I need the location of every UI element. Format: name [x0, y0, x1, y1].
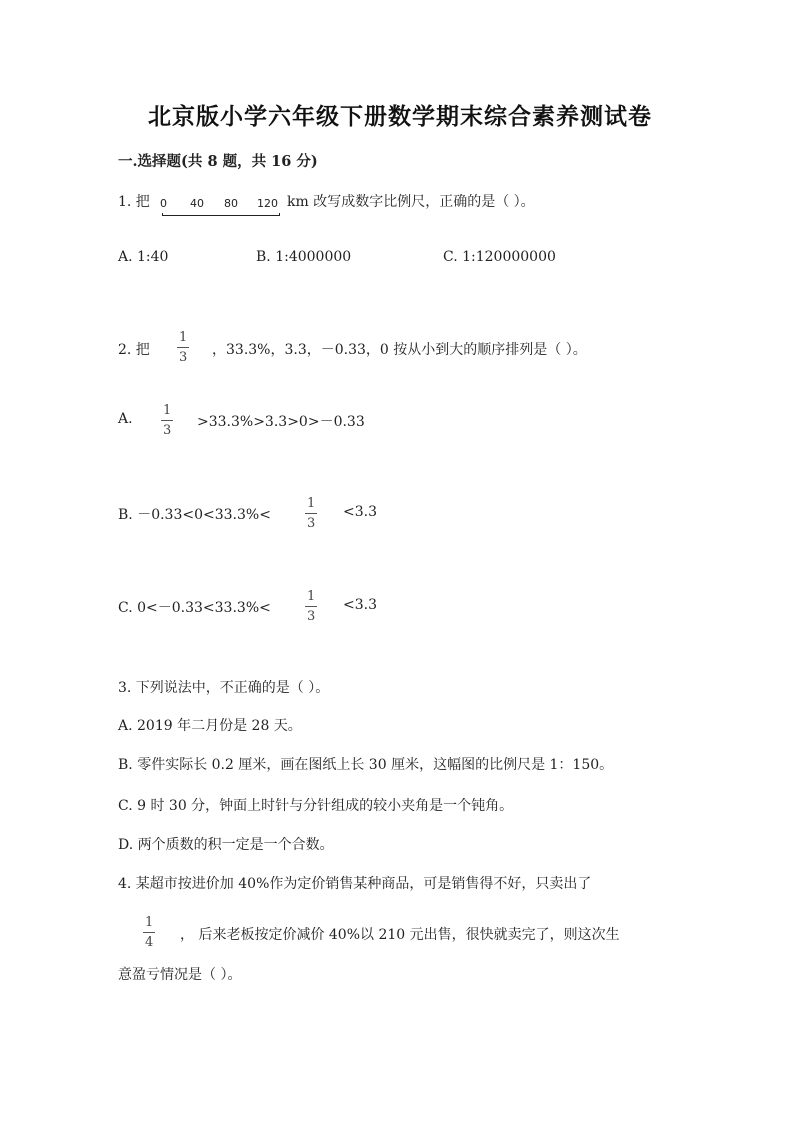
- q2-option-c-start: C. 0<－0.33<33.3%<: [118, 600, 271, 616]
- fraction-bar: [305, 513, 317, 514]
- q1-option-a: A. 1:40: [118, 249, 169, 265]
- q4-line-2: ， 后来老板按定价减价 40%以 210 元出售，很快就卖完了，则这次生: [180, 927, 620, 943]
- scale-label-80: 80: [224, 197, 238, 210]
- q1-prefix: 1. 把: [118, 194, 150, 210]
- q2-option-b-fraction: [305, 497, 317, 530]
- q4-stem: 4. 某超市按进价加 40%作为定价销售某种商品，可是销售得不好，只卖出了: [118, 876, 592, 892]
- q3-option-a: A. 2019 年二月份是 28 天。: [118, 718, 302, 734]
- q2-prefix: 2. 把: [118, 342, 150, 358]
- fraction-bar: [177, 347, 189, 348]
- scale-label-40: 40: [190, 197, 204, 210]
- q3-stem: 3. 下列说法中，不正确的是（ ）。: [118, 680, 330, 696]
- q4-line-3: 意盈亏情况是（ ）。: [118, 967, 242, 983]
- section-heading: 一.选择题(共 8 题，共 16 分): [118, 153, 318, 170]
- scale-rule: [162, 213, 280, 216]
- q2-fraction: [177, 331, 189, 364]
- fraction-bar: [305, 606, 317, 607]
- fraction-bar: [161, 420, 173, 421]
- q3-option-d: D. 两个质数的积一定是一个合数。: [118, 837, 334, 853]
- fraction-denominator: 3: [307, 609, 316, 624]
- q2-option-c-end: <3.3: [343, 597, 377, 613]
- q2-option-c-fraction: [305, 590, 317, 623]
- fraction-denominator: 3: [307, 516, 316, 531]
- line-scale-figure: [160, 197, 280, 219]
- q2-option-b-end: <3.3: [343, 504, 377, 520]
- q2-option-a-rest: >33.3%>3.3>0>－0.33: [197, 414, 365, 430]
- fraction-numerator: 1: [163, 403, 172, 418]
- fraction-denominator: 3: [179, 350, 188, 365]
- q1-option-c: C. 1:120000000: [443, 249, 556, 265]
- q3-option-b: B. 零件实际长 0.2 厘米，画在图纸上长 30 厘米，这幅图的比例尺是 1：150。: [118, 757, 614, 773]
- fraction-numerator: 1: [307, 589, 316, 604]
- fraction-denominator: 3: [163, 423, 172, 438]
- page-title: 北京版小学六年级下册数学期末综合素养测试卷: [148, 103, 652, 130]
- fraction-numerator: 1: [145, 915, 154, 930]
- q1-suffix: km 改写成数字比例尺，正确的是（ ）。: [287, 194, 535, 210]
- q2-suffix: ，33.3%，3.3，－0.33，0 按从小到大的顺序排列是（ ）。: [212, 342, 587, 358]
- q3-option-c: C. 9 时 30 分，钟面上时针与分针组成的较小夹角是一个钝角。: [118, 798, 514, 814]
- fraction-bar: [143, 932, 155, 933]
- scale-label-0: 0: [160, 197, 167, 210]
- q2-option-a-label: A.: [118, 411, 133, 427]
- q4-fraction: [143, 916, 155, 949]
- fraction-numerator: 1: [179, 330, 188, 345]
- scale-label-120: 120: [257, 197, 278, 210]
- fraction-denominator: 4: [145, 935, 154, 950]
- q2-option-b-start: B. －0.33<0<33.3%<: [118, 507, 271, 523]
- fraction-numerator: 1: [307, 496, 316, 511]
- q1-option-b: B. 1:4000000: [256, 249, 352, 265]
- q2-option-a-fraction: [161, 404, 173, 437]
